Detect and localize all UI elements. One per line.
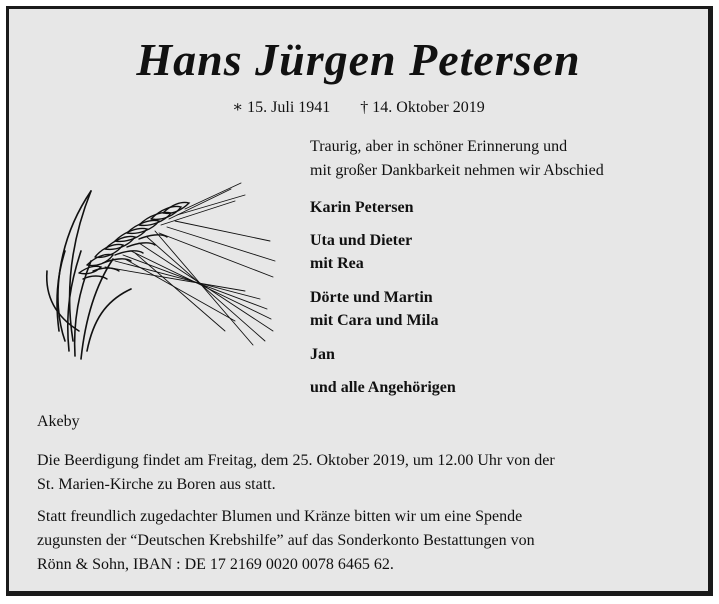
death-date: 14. Oktober 2019 (372, 99, 485, 116)
family-member (310, 286, 700, 332)
intro-line: Traurig, aber in schöner Erinnerung und (310, 138, 568, 155)
family-member-line: Uta und Dieter (310, 232, 413, 249)
donation-line: zugunsten der “Deutschen Krebshilfe” auf das Sonderkonto Bestattungen von (37, 532, 535, 549)
place-name: Akeby (37, 413, 80, 430)
funeral-notice (37, 449, 684, 497)
family-member-line: mit Rea (310, 255, 364, 272)
donation-notice (37, 505, 684, 577)
funeral-line: St. Marien-Kirche zu Boren aus statt. (37, 476, 276, 493)
wheat-icon (35, 181, 285, 366)
birth-date: 15. Juli 1941 (247, 99, 331, 116)
family-member-line: mit Cara und Mila (310, 312, 439, 329)
intro-line: mit großer Dankbarkeit nehmen wir Abschied (310, 162, 604, 179)
family-member: und alle Angehörigen (310, 379, 456, 396)
donation-line: Rönn & Sohn, IBAN : DE 17 2169 0020 0078 6465 62. (37, 556, 394, 573)
donation-line: Statt freundlich zugedachter Blumen und Kränze bitten wir um eine Spende (37, 508, 523, 525)
life-dates (9, 97, 708, 117)
family-member: Jan (310, 346, 335, 363)
deceased-name: Hans Jürgen Petersen (136, 34, 581, 85)
family-member: Karin Petersen (310, 199, 414, 216)
obituary-card (6, 6, 713, 596)
family-member-line: Dörte und Martin (310, 289, 433, 306)
intro-text (310, 135, 700, 183)
family-member (310, 229, 700, 275)
death-symbol: † (360, 99, 369, 116)
birth-symbol: ∗ (232, 99, 244, 116)
funeral-line: Die Beerdigung findet am Freitag, dem 25. Oktober 2019, um 12.00 Uhr von der (37, 452, 555, 469)
